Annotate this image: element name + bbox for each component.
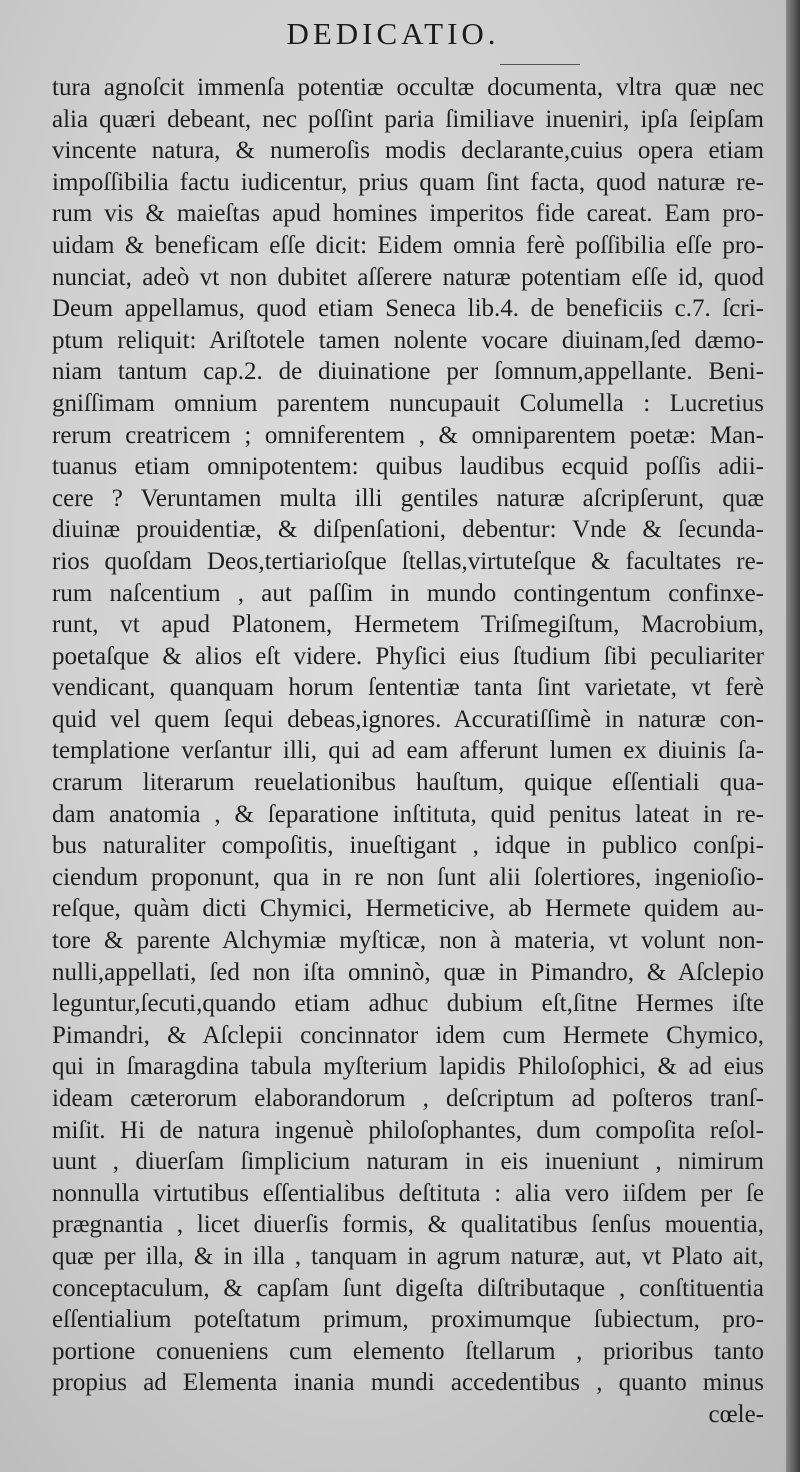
text-line: diuinæ prouidentiæ, & diſpenſationi, debentur: Vnde & ſecunda- xyxy=(52,516,764,544)
text-line: templatione verſantur illi, qui ad eam afferunt lumen ex diuinis ſa- xyxy=(52,737,764,765)
running-head: DEDICATIO. xyxy=(286,16,500,51)
text-line: runt, vt apud Platonem, Hermetem Triſmegiſtum, Macrobium, xyxy=(52,611,764,639)
text-line: impoſſibilia factu iudicentur, prius quam ſint facta, quod naturæ re- xyxy=(52,168,764,196)
text-line: qui in ſmaragdina tabula myſterium lapidis Philoſophici, & ad eius xyxy=(52,1053,764,1081)
head-rule xyxy=(500,64,580,65)
text-line: rerum creatricem ; omniferentem , & omniparentem poetæ: Man- xyxy=(52,421,764,449)
text-line: uunt , diuerſam ſimplicium naturam in eis inueniunt , nimirum xyxy=(52,1148,764,1176)
text-line: nunciat, adeò vt non dubitet aſſerere naturæ potentiam eſſe id, quod xyxy=(52,263,764,291)
text-line: Pimandri, & Aſclepii concinnator idem cum Hermete Chymico, xyxy=(52,1021,764,1049)
text-line: propius ad Elementa inania mundi accedentibus , quanto minus xyxy=(52,1369,764,1397)
text-line: tore & parente Alchymiæ myſticæ, non à materia, vt volunt non- xyxy=(52,927,764,955)
text-line: rios quoſdam Deos,tertiarioſque ſtellas,virtuteſque & facultates re- xyxy=(52,547,764,575)
text-line: ciendum proponunt, qua in re non ſunt alii ſolertiores, ingenioſio- xyxy=(52,863,764,891)
catchword: cœle- xyxy=(708,1400,764,1428)
text-line: vendicant, quanquam horum ſententiæ tanta ſint varietate, vt ferè xyxy=(52,674,764,702)
text-line: gniſſimam omnium parentem nuncupauit Columella : Lucretius xyxy=(52,389,764,417)
text-line: ptum reliquit: Ariſtotele tamen nolente vocare diuinam,ſed dæmo- xyxy=(52,326,764,354)
text-line: quid vel quem ſequi debeas,ignores. Accuratiſſimè in naturæ con- xyxy=(52,705,764,733)
text-line: uidam & beneficam eſſe dicit: Eidem omnia ferè poſſibilia eſſe pro- xyxy=(52,231,764,259)
text-line: rum vis & maieſtas apud homines imperitos fide careat. Eam pro- xyxy=(52,200,764,228)
text-line: quæ per illa, & in illa , tanquam in agrum naturæ, aut, vt Plato ait, xyxy=(52,1242,764,1270)
text-line: vincente natura, & numeroſis modis declarante,cuius opera etiam xyxy=(52,137,764,165)
text-line: rum naſcentium , aut paſſim in mundo contingentum confinxe- xyxy=(52,579,764,607)
text-line: eſſentialium poteſtatum primum, proximumque ſubiectum, pro- xyxy=(52,1306,764,1334)
page-edge xyxy=(786,0,800,1472)
text-line: crarum literarum reuelationibus hauſtum, quique eſſentiali qua- xyxy=(52,769,764,797)
text-line: nonnulla virtutibus eſſentialibus deſtituta : alia vero iiſdem per ſe xyxy=(52,1179,764,1207)
text-line: niam tantum cap.2. de diuinatione per ſomnum,appellante. Beni- xyxy=(52,358,764,386)
text-line: conceptaculum, & capſam ſunt digeſta diſtributaque , conſtituentia xyxy=(52,1274,764,1302)
text-line: leguntur,ſecuti,quando etiam adhuc dubium eſt,ſitne Hermes iſte xyxy=(52,990,764,1018)
text-line: tura agnoſcit immenſa potentiæ occultæ documenta, vltra quæ nec xyxy=(52,74,764,101)
text-line: prægnantia , licet diuerſis formis, & qualitatibus ſenſus mouentia, xyxy=(52,1211,764,1239)
text-line: nulli,appellati, ſed non iſta omninò, quæ in Pimandro, & Aſclepio xyxy=(52,958,764,986)
body-text xyxy=(52,72,764,1431)
text-line: ideam cæterorum elaborandorum , deſcriptum ad poſteros tranſ- xyxy=(52,1085,764,1112)
text-line: miſit. Hi de natura ingenuè philoſophantes, dum compoſita reſol- xyxy=(52,1116,764,1144)
text-line: tuanus etiam omnipotentem: quibus laudibus ecquid poſſis adii- xyxy=(52,453,764,481)
text-line: poetaſque & alios eſt videre. Phyſici eius ſtudium ſibi peculiariter xyxy=(52,642,764,670)
text-line: reſque, quàm dicti Chymici, Hermeticive, ab Hermete quidem au- xyxy=(52,895,764,923)
text-line: cere ? Veruntamen multa illi gentiles naturæ aſcripſerunt, quæ xyxy=(52,484,764,512)
text-line: bus naturaliter compoſitis, inueſtigant , idque in publico conſpi- xyxy=(52,832,764,860)
text-line: dam anatomia , & ſeparatione inſtituta, quid penitus lateat in re- xyxy=(52,800,764,828)
text-line: portione conueniens cum elemento ſtellarum , prioribus tanto xyxy=(52,1337,764,1365)
text-line: Deum appellamus, quod etiam Seneca lib.4. de beneficiis c.7. ſcri- xyxy=(52,295,764,323)
text-line: alia quæri debeant, nec poſſint paria ſimiliave inueniri, ipſa ſeipſam xyxy=(52,105,764,133)
